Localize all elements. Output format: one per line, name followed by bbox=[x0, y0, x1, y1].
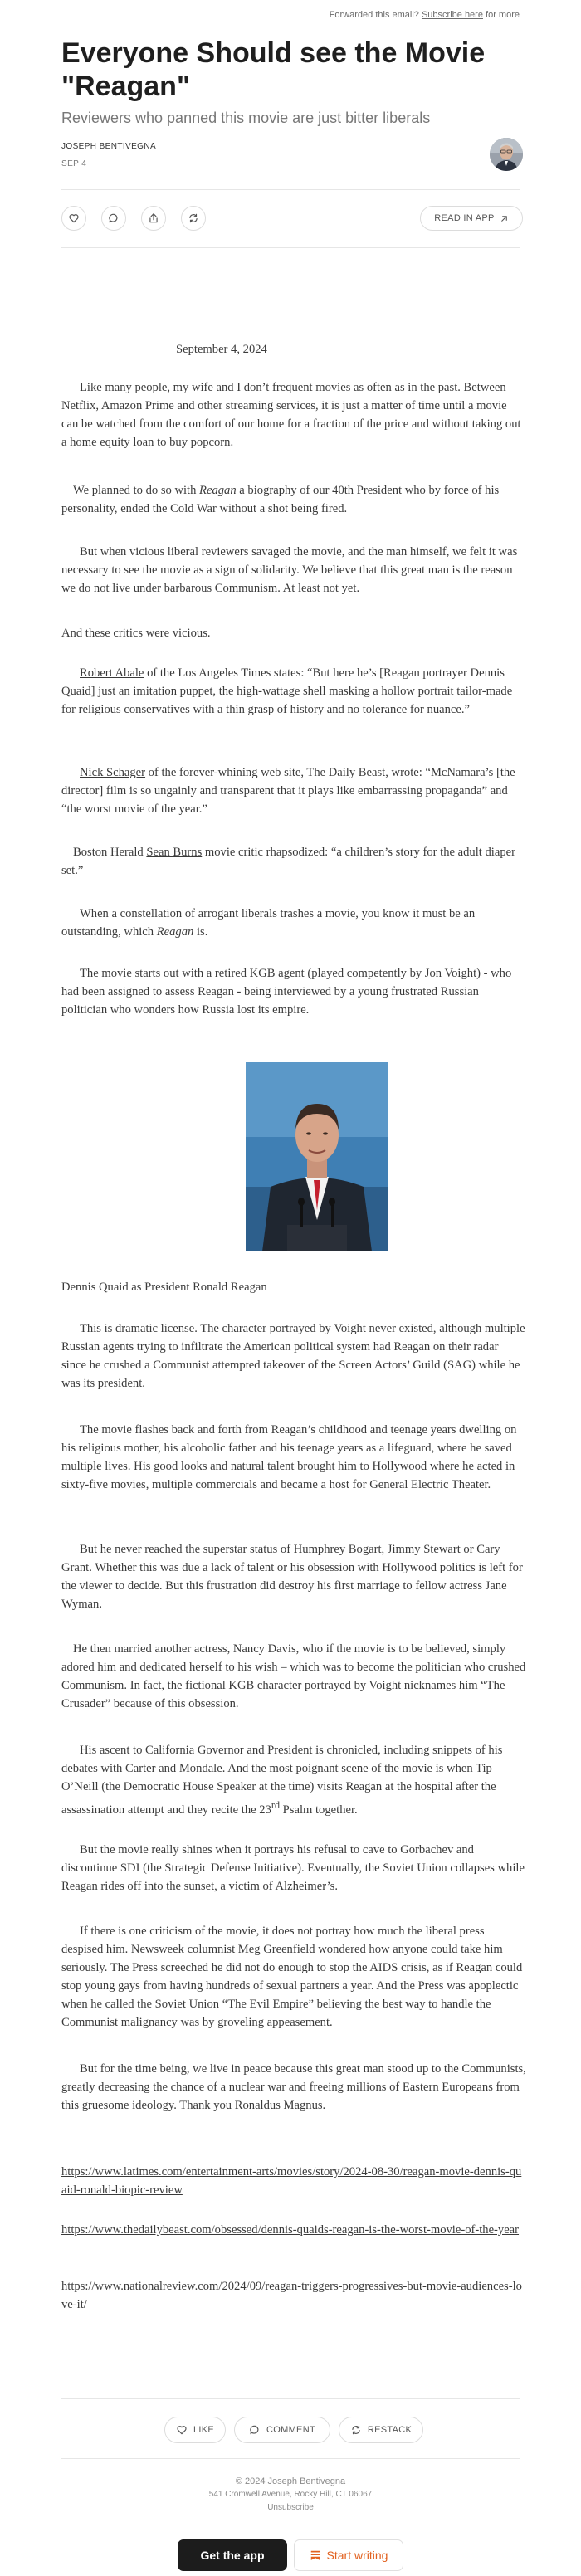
post-subtitle: Reviewers who panned this movie are just bitter liberals bbox=[61, 110, 431, 126]
paragraph-14: His ascent to California Governor and President is chronicled, including snippets of his debates with Carter and Mondale. And the most poignant scene of the movie is when Tip O’Neill (the Democratic House Speaker at the time) visits Reagan at the hospital after the assassination attempt and they recite the 23rd Psalm together. bbox=[61, 1744, 503, 1817]
nick-schager-link[interactable]: Nick Schager bbox=[80, 766, 146, 779]
paragraph-9: The movie starts out with a retired KGB agent (played competently by Jon Voight) - who had been assigned to assess Reagan - being interviewed by a young frustrated Russian politician who wonders how Russia lost its empire. bbox=[61, 967, 512, 1017]
footer-address: 541 Cromwell Avenue, Rocky Hill, CT 06067 bbox=[208, 2490, 373, 2499]
post-author[interactable]: JOSEPH BENTIVEGNA bbox=[61, 142, 157, 151]
unsubscribe-link[interactable]: Unsubscribe bbox=[267, 2503, 314, 2512]
start-writing-label: Start writing bbox=[326, 2549, 388, 2562]
paragraph-2: We planned to do so with Reagan a biography of our 40th President who by force of his personality, ended the Cold War without a shot being fired. bbox=[61, 484, 500, 515]
start-writing-button[interactable] bbox=[294, 2539, 403, 2571]
paragraph-4: And these critics were vicious. bbox=[61, 627, 211, 640]
image-caption: Dennis Quaid as President Ronald Reagan bbox=[61, 1281, 267, 1294]
comment-label: COMMENT bbox=[266, 2425, 315, 2435]
source-link-1-wrap bbox=[61, 2163, 526, 2199]
paragraph-16: If there is one criticism of the movie, it does not portray how much the liberal press despised him. Newsweek columnist Meg Greenfield wondered how anyone could take him seriously. The Press screeched he did not do enough to stop the AIDS crisis, as if Reagan could stop young gays from having hundreds of sexual partners a year. And the Press was apoplectic when he called the Soviet Union “The Evil Empire” believing the best way to handle the Communist malignancy was by groveling appeasement. bbox=[61, 1925, 523, 2029]
robert-abale-link[interactable]: Robert Abale bbox=[80, 666, 144, 680]
paragraph-8: When a constellation of arrogant liberals trashes a movie, you know it must be an outstanding, which Reagan is. bbox=[61, 907, 476, 939]
paragraph-15: But the movie really shines when it portrays his refusal to cave to Gorbachev and discontinue SDI (the Strategic Defense Initiative). Eventually, the Soviet Union collapses while Reagan rides off into the sunset, a victim of Alzheimer’s. bbox=[61, 1843, 525, 1893]
restack-button[interactable] bbox=[339, 2417, 423, 2443]
subscribe-link[interactable]: Subscribe here bbox=[421, 10, 483, 20]
paragraph-12: But he never reached the superstar status of Humphrey Bogart, Jimmy Stewart or Cary Grant. Whether this was due a lack of talent or his obsession with Hollywood politics is left for the viewer to decide. But this frustration did destroy his first marriage to fellow actress Jane Wyman. bbox=[61, 1543, 523, 1611]
substack-logo-icon bbox=[310, 2549, 321, 2561]
read-in-app-button[interactable] bbox=[420, 206, 523, 231]
header-divider bbox=[61, 189, 520, 190]
paragraph-7: Boston Herald Sean Burns movie critic rhapsodized: “a children’s story for the adult diaper set.” bbox=[61, 846, 515, 877]
author-photo bbox=[490, 138, 523, 171]
paragraph-13: He then married another actress, Nancy Davis, who if the movie is to be believed, simply adored him and dedicated herself to his wish – which was to become the politician who crushed Communism. In fact, the fictional KGB character portrayed by Voight nicknames him “The Crusader” because of this obsession. bbox=[61, 1642, 526, 1710]
restack-icon bbox=[188, 212, 199, 224]
paragraph-11: The movie flashes back and forth from Reagan’s childhood and teenage years dwelling on his religious mother, his alcoholic father and his teenage years as a lifeguard, where he saved multiple lives. His good looks and natural talent brought him to Hollywood where he acted in sixty-five movies, multiple commercials and became a host for General Electric Theater. bbox=[61, 1423, 517, 1491]
actions-divider bbox=[61, 247, 520, 248]
paragraph-3: But when vicious liberal reviewers savaged the movie, and the man himself, we felt it was necessary to see the movie as a sign of solidarity. We believe that this great man is the reason we do not live under barbarous Communism. At least not yet. bbox=[61, 545, 518, 595]
source-link-3-wrap bbox=[61, 2277, 526, 2314]
get-the-app-button[interactable]: Get the app bbox=[178, 2539, 287, 2571]
paragraph-17: But for the time being, we live in peace because this great man stood up to the Communists, greatly decreasing the chance of a nuclear war and freeing millions of Eastern Europeans from this gruesome ideology. Thank you Ronaldus Magnus. bbox=[61, 2062, 526, 2112]
share-icon bbox=[148, 212, 159, 224]
avatar[interactable] bbox=[490, 138, 523, 171]
quaid-reagan-photo bbox=[246, 1062, 388, 1251]
like-button[interactable] bbox=[164, 2417, 226, 2443]
source-link-2-wrap bbox=[61, 2221, 526, 2239]
like-label: LIKE bbox=[193, 2425, 215, 2435]
post-date: SEP 4 bbox=[61, 159, 87, 168]
paragraph-1: Like many people, my wife and I don’t frequent movies as often as in the past. Between Netflix, Amazon Prime and other streaming services, it is just a matter of time until a movie can be watched from the comfort of our home for a fraction of the price and without taking out a home equity loan to buy popcorn. bbox=[61, 381, 521, 449]
heart-icon bbox=[68, 212, 80, 224]
comment-button[interactable] bbox=[234, 2417, 330, 2443]
footer-copyright: © 2024 Joseph Bentivegna bbox=[235, 2476, 346, 2486]
article-dateline: September 4, 2024 bbox=[176, 343, 267, 356]
forwarded-suffix: for more bbox=[486, 10, 520, 20]
footer-unsubscribe-wrap bbox=[0, 2503, 581, 2512]
comment-icon bbox=[108, 212, 120, 224]
heart-icon bbox=[176, 2424, 188, 2436]
source-link-nationalreview[interactable]: https://www.nationalreview.com/2024/09/reagan-triggers-progressives-but-movie-audiences-love-it/ bbox=[61, 2280, 522, 2311]
source-link-latimes[interactable]: https://www.latimes.com/entertainment-arts/movies/story/2024-08-30/reagan-movie-dennis-quaid-ronald-biopic-review bbox=[61, 2165, 522, 2197]
paragraph-6: Nick Schager of the forever-whining web site, The Daily Beast, wrote: “McNamara’s [the director] film is so ungainly and transparent that it plays like embarrassing propaganda” and “the worst movie of the year.” bbox=[61, 766, 515, 816]
like-icon-button[interactable] bbox=[61, 206, 86, 231]
restack-icon bbox=[350, 2424, 362, 2436]
engage-divider-top bbox=[61, 2398, 520, 2399]
movie-still-image bbox=[246, 1062, 388, 1251]
post-title: Everyone Should see the Movie "Reagan" bbox=[61, 37, 486, 102]
share-icon-button[interactable] bbox=[141, 206, 166, 231]
paragraph-10: This is dramatic license. The character portrayed by Voight never existed, although multiple Russian agents trying to infiltrate the American political system had Reagan on their radar since he crushed a Communist attempted takeover of the Screen Actors’ Guild (SAG) while he was its president. bbox=[61, 1322, 525, 1390]
forwarded-text: Forwarded this email? bbox=[329, 10, 419, 20]
comment-icon bbox=[249, 2424, 261, 2436]
sean-burns-link[interactable]: Sean Burns bbox=[146, 846, 203, 859]
source-link-dailybeast[interactable]: https://www.thedailybeast.com/obsessed/dennis-quaids-reagan-is-the-worst-movie-of-the-year bbox=[61, 2223, 520, 2237]
restack-icon-button[interactable] bbox=[181, 206, 206, 231]
comment-icon-button[interactable] bbox=[101, 206, 126, 231]
read-in-app-label: READ IN APP bbox=[434, 213, 495, 223]
engage-divider-bottom bbox=[61, 2458, 520, 2459]
forwarded-notice bbox=[330, 10, 520, 20]
paragraph-5: Robert Abale of the Los Angeles Times states: “But here he’s [Reagan portrayer Dennis Quaid] just an imitation puppet, the high-wattage shell masking a hollow portrait tailor-made for religious conservatives with a thin grasp of history and no tolerance for nuance.” bbox=[61, 666, 513, 716]
arrow-up-right-icon bbox=[500, 214, 509, 223]
restack-label: RESTACK bbox=[367, 2425, 413, 2435]
